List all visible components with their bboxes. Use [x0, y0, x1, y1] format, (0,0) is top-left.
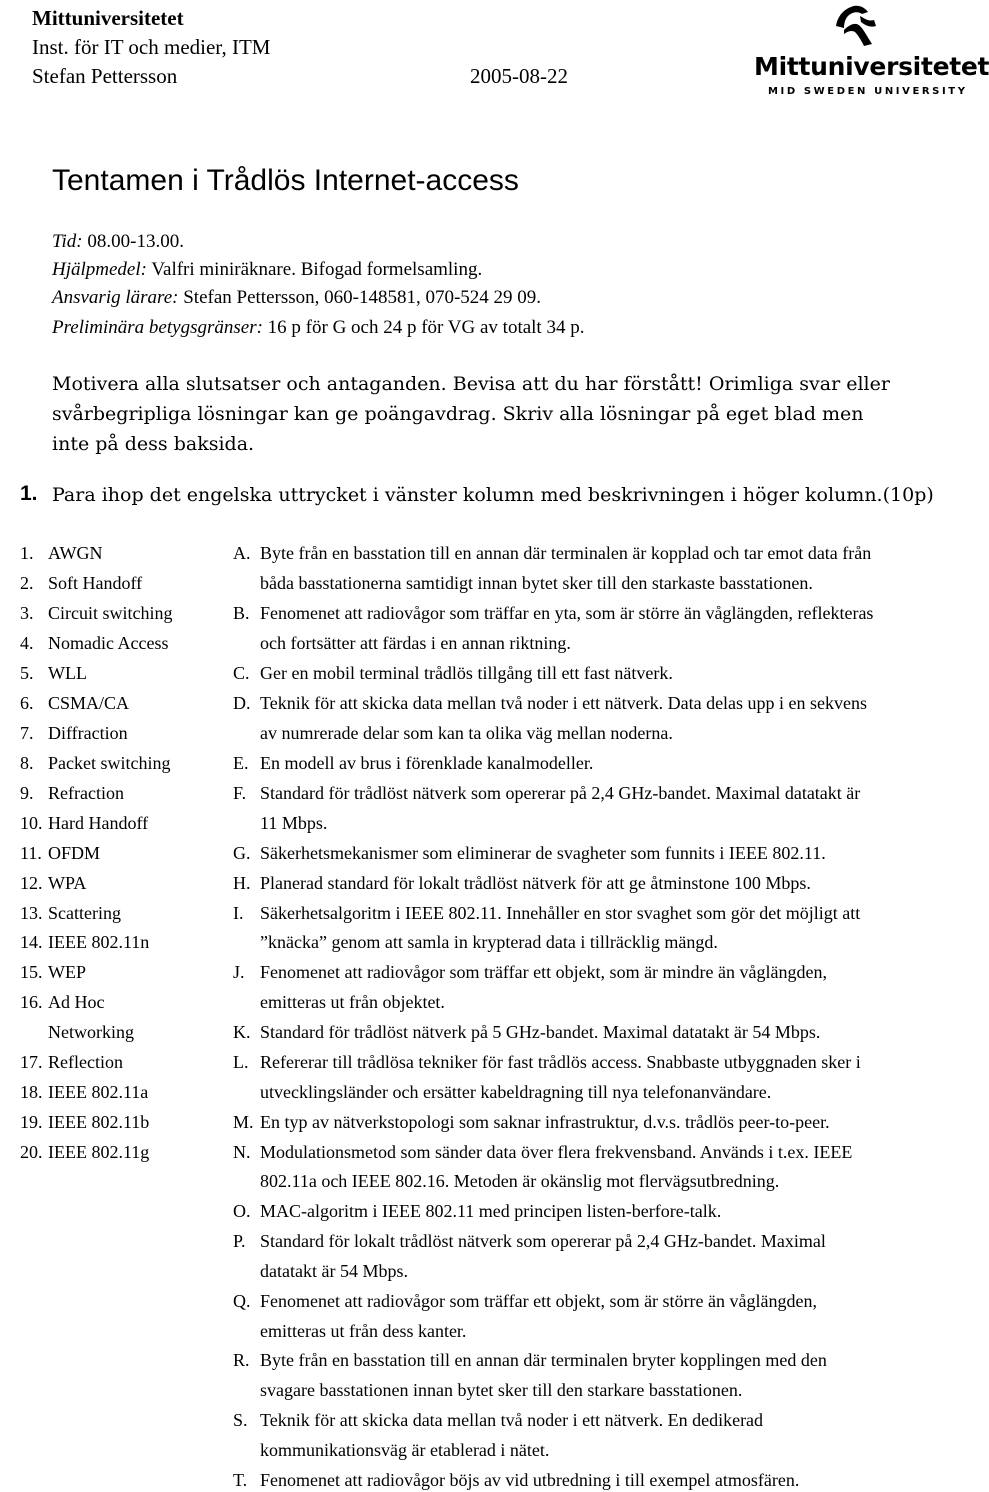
description-text: Standard för lokalt trådlöst nätverk som opererar på 2,4 GHz-bandet. Maximal	[260, 1231, 826, 1251]
description-text: Modulationsmetod som sänder data över flera frekvensband. Används i t.ex. IEEE	[260, 1142, 853, 1162]
description-text: Teknik för att skicka data mellan två noder i ett nätverk. Data delas upp i en sekvens	[260, 693, 868, 713]
term-label: Diffraction	[48, 723, 128, 743]
exam-info-teacher	[52, 284, 541, 312]
term-number: 19.	[20, 1112, 43, 1132]
description-text: 11 Mbps.	[260, 813, 328, 833]
description-text: Standard för trådlöst nätverk på 5 GHz-bandet. Maximal datatakt är 54 Mbps.	[260, 1022, 821, 1042]
instructions-line: inte på dess baksida.	[52, 433, 255, 455]
term-label: Networking	[48, 1022, 134, 1042]
term-label: Circuit switching	[48, 603, 173, 623]
university-logo	[750, 0, 989, 100]
description-text: ”knäcka” genom att samla in krypterad data i tillräcklig mängd.	[260, 932, 718, 952]
term-number: 18.	[20, 1082, 43, 1102]
term-number: 4.	[20, 633, 34, 653]
term-number: 2.	[20, 573, 34, 593]
term-label: Nomadic Access	[48, 633, 169, 653]
term-number: 7.	[20, 723, 34, 743]
term-label: IEEE 802.11b	[48, 1112, 150, 1132]
description-text: båda basstationerna samtidigt innan bytet sker till den starkaste basstationen.	[260, 573, 813, 593]
description-text: 802.11a och IEEE 802.16. Metoden är okänslig mot flervägsutbredning.	[260, 1171, 780, 1191]
term-number: 17.	[20, 1052, 43, 1072]
description-letter: G.	[233, 843, 251, 863]
description-letter: R.	[233, 1350, 250, 1370]
description-letter: S.	[233, 1410, 248, 1430]
term-label: WPA	[48, 873, 87, 893]
document-date: 2005-08-22	[470, 64, 568, 88]
term-number: 5.	[20, 663, 34, 683]
description-text: Ger en mobil terminal trådlös tillgång till ett fast nätverk.	[260, 663, 673, 683]
description-letter: D.	[233, 693, 251, 713]
description-text: Säkerhetsalgoritm i IEEE 802.11. Innehåller en stor svaghet som gör det möjligt att	[260, 903, 861, 923]
term-number: 6.	[20, 693, 34, 713]
description-letter: B.	[233, 603, 250, 623]
term-label: WEP	[48, 962, 86, 982]
description-letter: N.	[233, 1142, 251, 1162]
info-label: Tid:	[52, 231, 83, 252]
info-value: Valfri miniräknare. Bifogad formelsamling.	[146, 259, 483, 280]
instructions-line: Motivera alla slutsatser och antaganden. Bevisa att du har förstått! Orimliga svar eller	[52, 373, 890, 395]
description-letter: P.	[233, 1231, 246, 1251]
university-name: Mittuniversitetet	[32, 6, 184, 30]
description-text: utvecklingsländer och ersätter kabeldragning till nya telefonanvändare.	[260, 1082, 772, 1102]
description-text: En modell av brus i förenklade kanalmodeller.	[260, 753, 594, 773]
term-number: 11.	[20, 843, 42, 863]
info-value: 08.00-13.00.	[82, 231, 184, 252]
description-text: datatakt är 54 Mbps.	[260, 1261, 408, 1281]
term-number: 14.	[20, 932, 43, 952]
description-letter: I.	[233, 903, 244, 923]
term-label: CSMA/CA	[48, 693, 130, 713]
description-letter: H.	[233, 873, 251, 893]
description-text: av numrerade delar som kan ta olika väg mellan noderna.	[260, 723, 673, 743]
description-letter: A.	[233, 543, 251, 563]
term-number: 20.	[20, 1142, 43, 1162]
description-text: och fortsätter att färdas i en annan riktning.	[260, 633, 571, 653]
question-text: Para ihop det engelska uttrycket i vänster kolumn med beskrivningen i höger kolumn.(10p)	[52, 484, 934, 506]
term-label: AWGN	[48, 543, 103, 563]
term-label: Soft Handoff	[48, 573, 143, 593]
term-label: IEEE 802.11g	[48, 1142, 150, 1162]
term-number: 1.	[20, 543, 34, 563]
term-label: Refraction	[48, 783, 124, 803]
description-text: emitteras ut från objektet.	[260, 992, 445, 1012]
logo-wordmark: Mittuniversitetet	[754, 52, 989, 81]
description-text: emitteras ut från dess kanter.	[260, 1321, 467, 1341]
description-text: MAC-algoritm i IEEE 802.11 med principen listen-berfore-talk.	[260, 1201, 722, 1221]
description-text: En typ av nätverkstopologi som saknar infrastruktur, d.v.s. trådlös peer-to-peer.	[260, 1112, 830, 1132]
description-text: Refererar till trådlösa tekniker för fast trådlös access. Snabbaste utbyggnaden sker i	[260, 1052, 861, 1072]
description-text: Planerad standard för lokalt trådlöst nätverk för att ge åtminstone 100 Mbps.	[260, 873, 811, 893]
term-number: 13.	[20, 903, 43, 923]
term-label: Hard Handoff	[48, 813, 149, 833]
term-number: 10.	[20, 813, 43, 833]
term-label: IEEE 802.11a	[48, 1082, 149, 1102]
description-text: kommunikationsväg är etablerad i nätet.	[260, 1440, 550, 1460]
description-text: Teknik för att skicka data mellan två noder i ett nätverk. En dedikerad	[260, 1410, 764, 1430]
exam-info-grades	[52, 314, 584, 342]
exam-info-time	[52, 228, 184, 256]
term-number: 3.	[20, 603, 34, 623]
description-text: Säkerhetsmekanismer som eliminerar de svagheter som funnits i IEEE 802.11.	[260, 843, 826, 863]
info-label: Preliminära betygsgränser:	[52, 317, 263, 338]
description-text: svagare basstationen innan bytet sker till den starkare basstationen.	[260, 1380, 743, 1400]
term-number: 15.	[20, 962, 43, 982]
author-name: Stefan Pettersson	[32, 64, 178, 88]
term-number: 8.	[20, 753, 34, 773]
description-letter: C.	[233, 663, 250, 683]
info-value: Stefan Pettersson, 060-148581, 070-524 29 09.	[178, 287, 542, 308]
term-number: 12.	[20, 873, 43, 893]
description-text: Standard för trådlöst nätverk som opererar på 2,4 GHz-bandet. Maximal datatakt är	[260, 783, 861, 803]
term-label: WLL	[48, 663, 87, 683]
info-label: Ansvarig lärare:	[52, 287, 179, 308]
description-letter: Q.	[233, 1291, 251, 1311]
description-text: Byte från en basstation till en annan där terminalen bryter kopplingen med den	[260, 1350, 827, 1370]
description-letter: K.	[233, 1022, 251, 1042]
term-label: Packet switching	[48, 753, 171, 773]
logo-subtitle: MID SWEDEN UNIVERSITY	[768, 86, 968, 97]
instructions-line: svårbegripliga lösningar kan ge poängavdrag. Skriv alla lösningar på eget blad men	[52, 403, 864, 425]
description-letter: O.	[233, 1201, 251, 1221]
term-label: Ad Hoc	[48, 992, 105, 1012]
term-label: IEEE 802.11n	[48, 932, 150, 952]
term-label: Scattering	[48, 903, 121, 923]
description-text: Byte från en basstation till en annan där terminalen är kopplad och tar emot data från	[260, 543, 872, 563]
info-label: Hjälpmedel:	[52, 259, 147, 280]
question-number: 1.	[20, 482, 38, 505]
description-text: Fenomenet att radiovågor som träffar en yta, som är större än våglängden, reflekteras	[260, 603, 874, 623]
department-name: Inst. för IT och medier, ITM	[32, 35, 271, 59]
term-label: Reflection	[48, 1052, 123, 1072]
description-letter: T.	[233, 1470, 248, 1490]
term-label: OFDM	[48, 843, 101, 863]
info-value: 16 p för G och 24 p för VG av totalt 34 p.	[262, 317, 585, 338]
logo-emblem-icon	[830, 0, 878, 50]
description-text: Fenomenet att radiovågor som träffar ett objekt, som är mindre än våglängden,	[260, 962, 827, 982]
description-letter: M.	[233, 1112, 254, 1132]
exam-info-aids	[52, 256, 482, 284]
description-text: Fenomenet att radiovågor böjs av vid utbredning i till exempel atmosfären.	[260, 1470, 800, 1490]
description-letter: E.	[233, 753, 249, 773]
term-number: 9.	[20, 783, 34, 803]
description-letter: L.	[233, 1052, 249, 1072]
description-text: Fenomenet att radiovågor som träffar ett objekt, som är större än våglängden,	[260, 1291, 817, 1311]
description-letter: J.	[233, 962, 245, 982]
term-number: 16.	[20, 992, 43, 1012]
description-letter: F.	[233, 783, 247, 803]
exam-title: Tentamen i Trådlös Internet-access	[52, 164, 519, 197]
